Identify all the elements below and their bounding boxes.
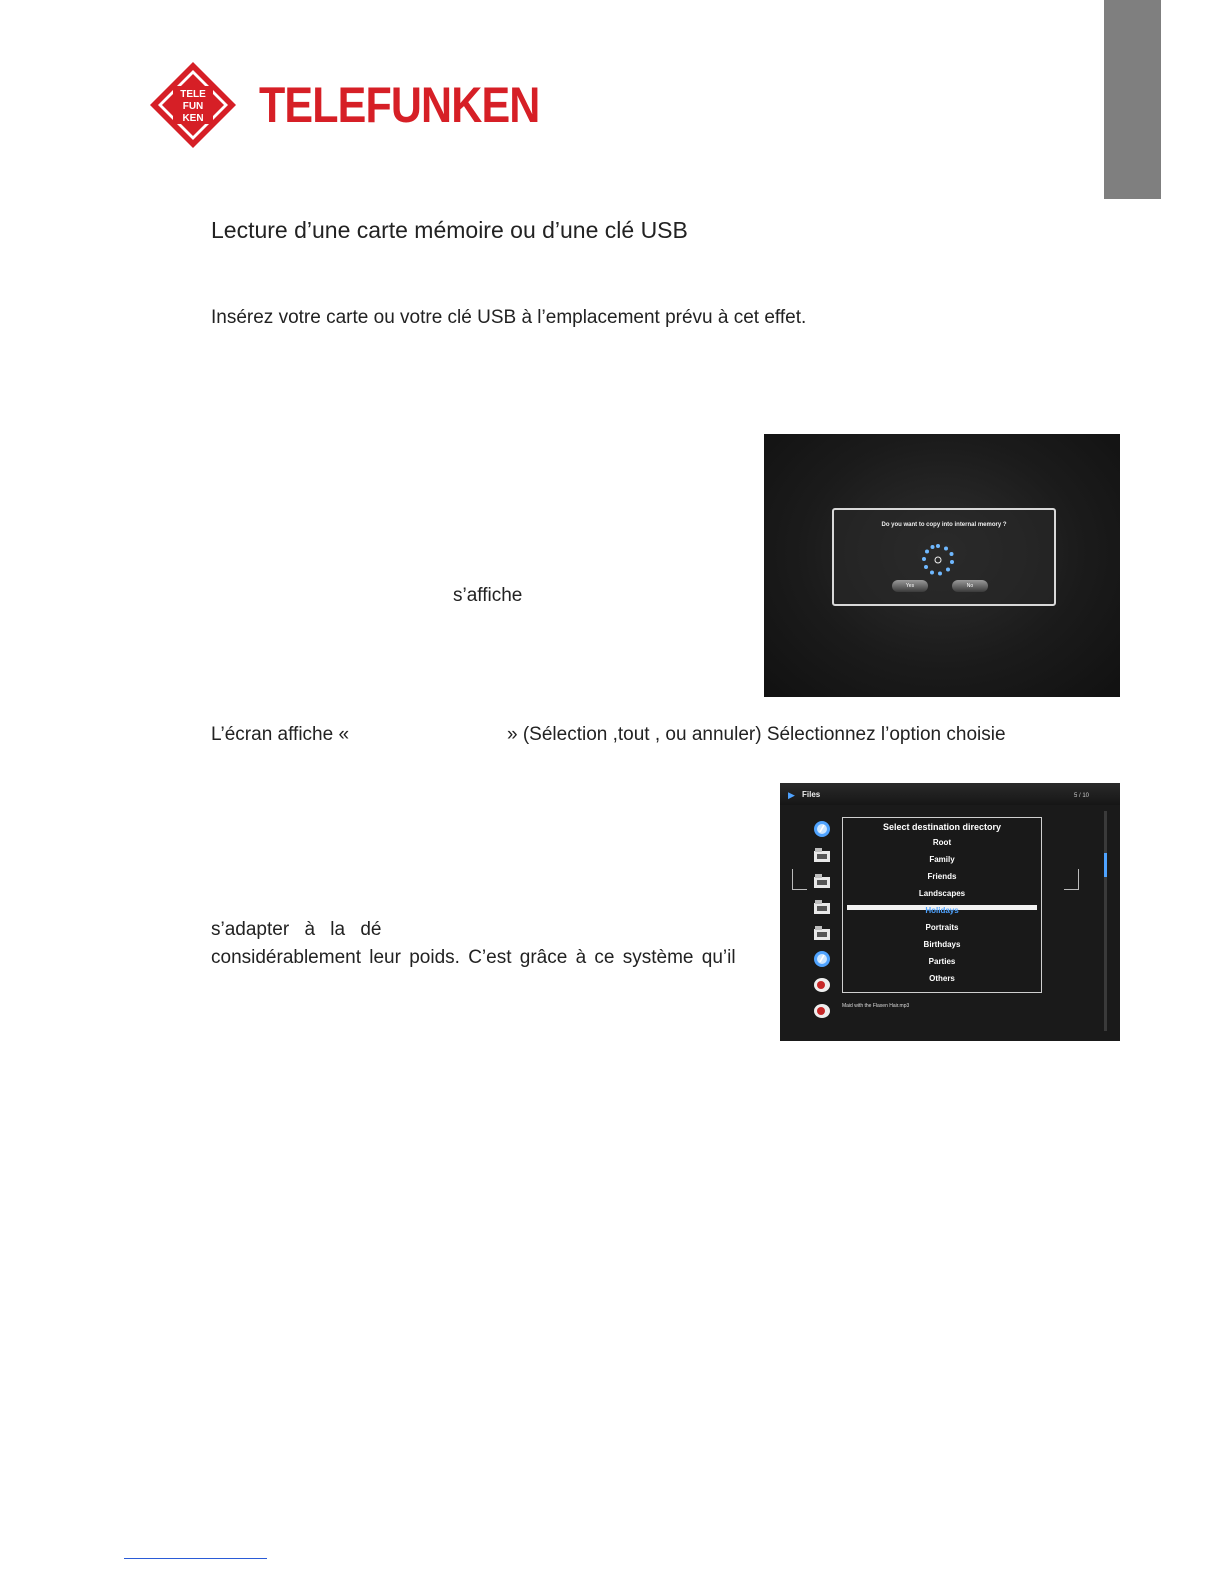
insert-instruction: Insérez votre carte ou votre clé USB à l’emplacement prévu à cet effet.: [211, 307, 807, 328]
file-name: Maid with the Flaxen Hair.mp3: [842, 1003, 910, 1009]
folder-icon[interactable]: [812, 924, 832, 942]
directory-item[interactable]: Root: [932, 838, 952, 847]
files-header: [780, 783, 1120, 805]
folder-icon[interactable]: [812, 898, 832, 916]
text-fragment-selection: » (Sélection ,tout , ou annuler) Sélectionnez l’option choisie: [507, 724, 1006, 745]
folder-icon[interactable]: [812, 872, 832, 890]
page-counter: 5 / 10: [1074, 793, 1090, 799]
copy-question: Do you want to copy into internal memory ?: [881, 522, 1007, 528]
copy-prompt-screenshot: [764, 434, 1120, 697]
scrollbar-thumb[interactable]: [1104, 853, 1107, 877]
telefunken-emblem-icon: [148, 60, 238, 150]
copy-dialog: [832, 508, 1056, 606]
page-side-tab: [1104, 0, 1161, 199]
directory-item[interactable]: Holidays: [925, 906, 959, 915]
directory-item[interactable]: Friends: [927, 872, 957, 881]
brand-name: TELEFUNKEN: [259, 77, 540, 133]
directory-item[interactable]: Others: [929, 974, 955, 983]
no-button[interactable]: No: [952, 580, 988, 592]
directory-item[interactable]: Portraits: [925, 923, 959, 932]
directory-item[interactable]: Landscapes: [918, 889, 966, 898]
emblem-text: KEN: [182, 113, 204, 124]
text-fragment-considerablement: considérablement leur poids. C’est grâce à ce système qu’il: [211, 947, 736, 968]
play-arrow-icon: ▶: [788, 790, 795, 800]
right-bracket: [1064, 869, 1079, 890]
directory-item[interactable]: Parties: [928, 957, 956, 966]
files-title: Files: [802, 790, 821, 799]
yes-button[interactable]: Yes: [892, 580, 928, 592]
music-icon[interactable]: [812, 950, 832, 968]
emblem-text: FUN: [182, 101, 204, 112]
text-fragment-ecran: L’écran affiche «: [211, 724, 350, 745]
music-icon[interactable]: [812, 820, 832, 838]
files-screenshot: [780, 783, 1120, 1041]
file-icon[interactable]: [812, 1002, 832, 1020]
section-heading: Lecture d’une carte mémoire ou d’une clé USB: [211, 217, 688, 243]
text-fragment-adapter: s’adapter à la dé: [211, 919, 382, 940]
text-fragment-affiche: s’affiche: [453, 585, 523, 606]
emblem-text: TELE: [180, 89, 206, 100]
folder-icon[interactable]: [812, 846, 832, 864]
telefunken-logo: [148, 60, 540, 150]
loading-spinner-icon: [920, 542, 956, 578]
directory-item[interactable]: Family: [929, 855, 955, 864]
destination-dialog: [842, 817, 1042, 993]
scrollbar-track[interactable]: [1104, 811, 1107, 1031]
destination-dialog-title: Select destination directory: [882, 822, 1002, 832]
directory-item[interactable]: Birthdays: [923, 940, 961, 949]
footnote-rule: [124, 1558, 267, 1559]
left-bracket: [792, 869, 807, 890]
file-icon[interactable]: [812, 976, 832, 994]
